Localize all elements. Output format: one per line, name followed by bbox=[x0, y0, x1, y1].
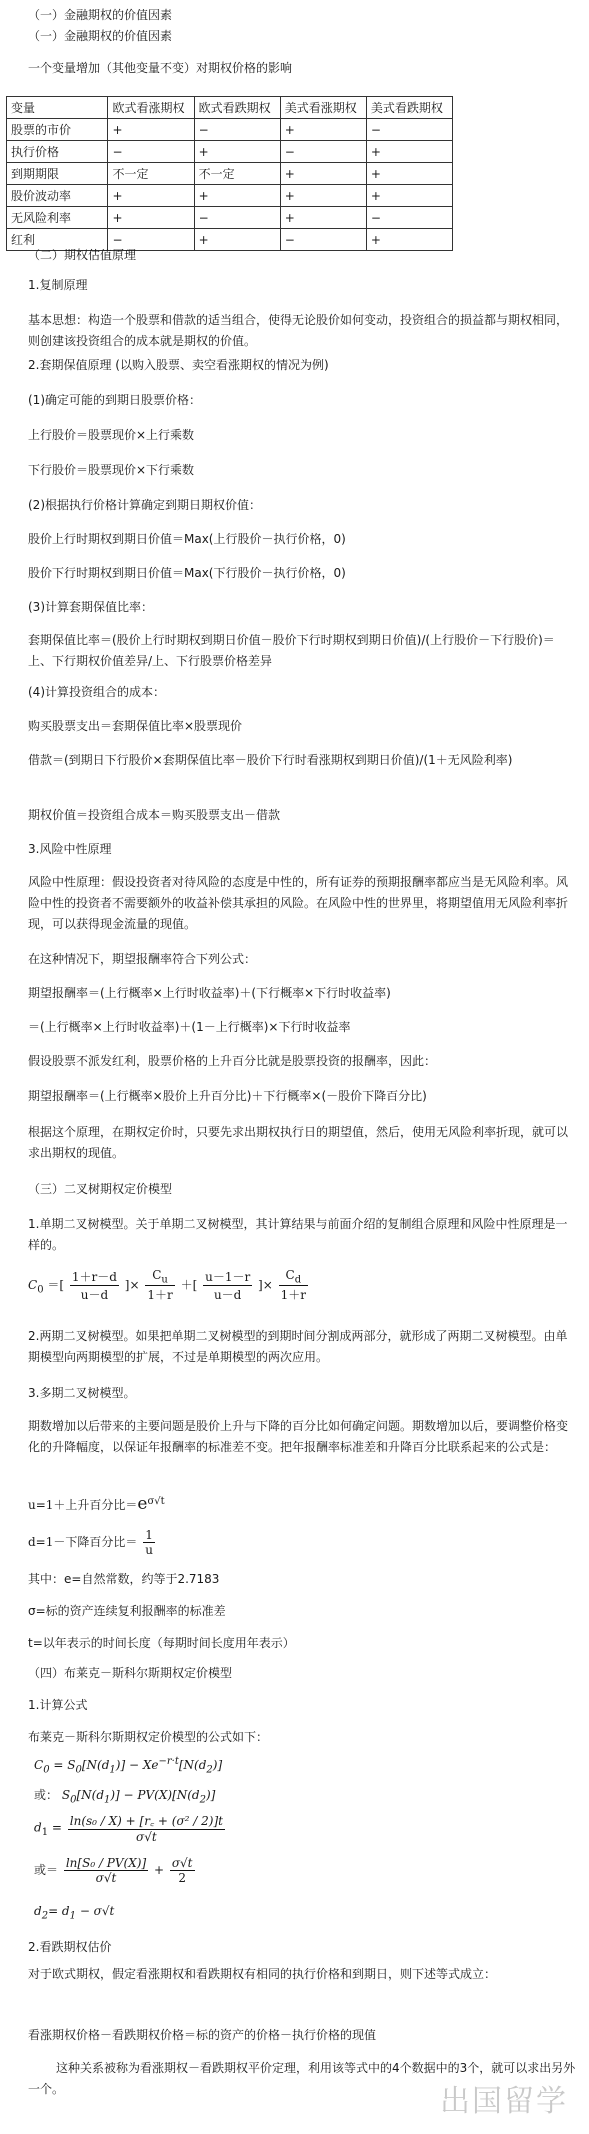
put-valuation-text: 对于欧式期权，假定看涨期权和看跌期权有相同的执行价格和到期日，则下述等式成立： bbox=[28, 1967, 497, 1981]
bs-alt2-num2: σ√t bbox=[171, 1856, 193, 1870]
formula-frac-1 bbox=[70, 1268, 119, 1303]
d-formula bbox=[28, 1528, 579, 1564]
table-cell: 股价波动率 bbox=[7, 185, 108, 207]
section-title-3: （三）二叉树期权定价模型 bbox=[28, 1182, 173, 1196]
hedge-up-value: 股价上行时期权到期日价值＝Max(上行股价－执行价格，0) bbox=[28, 532, 346, 546]
bs-alt-close: )] bbox=[206, 1788, 216, 1802]
section-title-2: （二）期权估值原理 bbox=[28, 248, 137, 262]
bs-alt-s0: S bbox=[61, 1788, 71, 1802]
hedge-stock-cost: 购买股票支出＝套期保值比率×股票现价 bbox=[28, 719, 243, 733]
binomial-formula bbox=[28, 1268, 579, 1312]
bs-d2: d bbox=[34, 1904, 42, 1918]
bs-d1-sub: 1 bbox=[41, 1826, 49, 1838]
watermark-logo: 出国留学 bbox=[440, 2084, 568, 2119]
bs-d1-alt-formula bbox=[34, 1856, 579, 1898]
bs-alt-nd1-open: [N(d bbox=[76, 1788, 104, 1802]
table-row bbox=[7, 207, 453, 229]
bs-d1-formula: $d_1$ = $\frac{\text{ln(s₀ / X) + [r꜀ + (σ² / 2)]t}}{\sigma√t}$ bbox=[34, 1814, 223, 1844]
bs-d1-num: ln(s₀ / X) + [r꜀ + (σ² / 2)]t bbox=[69, 1814, 223, 1828]
heading-bs-formula: 1.计算公式 bbox=[28, 1698, 88, 1712]
bs-s0: = S bbox=[53, 1758, 76, 1772]
table-cell: − bbox=[194, 119, 280, 141]
table-cell: + bbox=[280, 119, 366, 141]
table-cell: 到期期限 bbox=[7, 163, 108, 185]
put-call-parity-formula: 看涨期权价格－看跌期权价格＝标的资产的价格－执行价格的现值 bbox=[28, 2028, 377, 2042]
bs-nd1-sub: 1 bbox=[109, 1764, 116, 1776]
formula-frac-4-num bbox=[279, 1268, 308, 1286]
formula-frac-2-num bbox=[145, 1268, 174, 1286]
table-cell: − bbox=[108, 229, 194, 251]
table-cell: − bbox=[280, 229, 366, 251]
bs-alt2-frac-2 bbox=[170, 1856, 195, 1885]
formula-frac-1-num: 1＋r－d bbox=[71, 1270, 117, 1285]
variable-effect-table bbox=[6, 96, 453, 251]
table-header-cell: 美式看跌期权 bbox=[366, 97, 452, 119]
bs-nd2-sub: 2 bbox=[206, 1764, 213, 1776]
table-cell: 股票的市价 bbox=[7, 119, 108, 141]
table-cell: − bbox=[108, 141, 194, 163]
formula-frac-3 bbox=[203, 1268, 252, 1303]
risk-neutral-conclusion: 根据这个原理，在期权定价时，只要先求出期权执行日的期望值，然后，使用无风险利率折现，就可以求出期权的现值。 bbox=[28, 1125, 569, 1160]
table-cell: + bbox=[366, 163, 452, 185]
risk-neutral-formula-3: 期望报酬率＝(上行概率×股价上升百分比)＋下行概率×(－股价下降百分比) bbox=[28, 1089, 427, 1103]
bs-d2-rest: − σ√t bbox=[76, 1904, 115, 1918]
binomial-multi-period: 3.多期二叉树模型。 bbox=[28, 1386, 136, 1400]
bs-alt-pv: )] − PV(X)[N(d bbox=[110, 1788, 200, 1802]
table-cell: + bbox=[194, 229, 280, 251]
table-cell: + bbox=[108, 207, 194, 229]
table-header-cell: 变量 bbox=[7, 97, 108, 119]
formula-cu-sub: u bbox=[161, 1274, 168, 1286]
table-cell: 不一定 bbox=[108, 163, 194, 185]
bs-nd2-open: [N(d bbox=[178, 1758, 207, 1772]
d-formula-label: d=1－下降百分比＝ bbox=[28, 1535, 138, 1549]
u-formula-exp: σ√t bbox=[147, 1496, 165, 1507]
bs-d2-eq: = d bbox=[48, 1904, 70, 1918]
table-cell: 红利 bbox=[7, 229, 108, 251]
risk-neutral-assumption: 假设股票不派发红利，股票价格的上升百分比就是股票投资的报酬率，因此： bbox=[28, 1054, 437, 1068]
where-t: t=以年表示的时间长度（每期时间长度用年表示） bbox=[28, 1636, 295, 1650]
bs-d1-den: σ√t bbox=[136, 1830, 157, 1844]
bs-alt2-num: ln[S₀ / PV(X)] bbox=[65, 1856, 147, 1870]
section-title-4: （四）布莱克－斯科尔斯期权定价模型 bbox=[28, 1666, 233, 1680]
table-cell: − bbox=[366, 207, 452, 229]
hedge-step-1: (1)确定可能的到期日股票价格： bbox=[28, 393, 201, 407]
table-cell: 执行价格 bbox=[7, 141, 108, 163]
hedge-step-4: (4)计算投资组合的成本： bbox=[28, 685, 165, 699]
bs-alt-nd2-sub: 2 bbox=[199, 1794, 206, 1806]
heading-put-valuation: 2.看跌期权估价 bbox=[28, 1940, 112, 1954]
bs-xe-exp: −r·t bbox=[158, 1756, 179, 1767]
binomial-single-period: 1.单期二叉树模型。关于单期二叉树模型，其计算结果与前面介绍的复制组合原理和风险中性原理是一样的。 bbox=[28, 1217, 568, 1252]
heading-replication: 1.复制原理 bbox=[28, 278, 88, 292]
formula-cd-sub: d bbox=[294, 1274, 302, 1286]
table-cell: + bbox=[280, 185, 366, 207]
bs-alt2-plus: + bbox=[153, 1863, 165, 1877]
bs-c0: C bbox=[34, 1758, 44, 1772]
d-formula-frac bbox=[143, 1528, 155, 1557]
formula-end: ]× bbox=[258, 1278, 273, 1293]
formula-cd: C bbox=[285, 1268, 295, 1282]
bs-d2-sub: 2 bbox=[41, 1910, 49, 1922]
formula-c0-sub: 0 bbox=[37, 1284, 44, 1296]
bs-alt2-den2: 2 bbox=[178, 1871, 186, 1885]
table-cell: + bbox=[366, 229, 452, 251]
risk-neutral-case: 在这种情况下，期望报酬率符合下列公式： bbox=[28, 952, 257, 966]
table-row bbox=[7, 185, 453, 207]
bs-d1-frac bbox=[68, 1812, 225, 1844]
table-cell: + bbox=[366, 185, 452, 207]
where-e: 其中：e=自然常数，约等于2.7183 bbox=[28, 1572, 220, 1586]
u-formula bbox=[28, 1494, 579, 1514]
table-cell: − bbox=[280, 141, 366, 163]
table-header-cell: 美式看涨期权 bbox=[280, 97, 366, 119]
bs-alt2-den: σ√t bbox=[95, 1871, 117, 1885]
bs-or2-label: 或＝ bbox=[34, 1863, 59, 1877]
table-cell: 不一定 bbox=[194, 163, 280, 185]
u-formula-e: e bbox=[137, 1494, 148, 1514]
hedge-down-price: 下行股价＝股票现价×下行乘数 bbox=[28, 463, 195, 477]
risk-neutral-formula-2: ＝(上行概率×上行时收益率)＋(1－上行概率)×下行时收益率 bbox=[28, 1020, 351, 1034]
risk-neutral-text: 风险中性原理：假设投资者对待风险的态度是中性的，所有证券的预期报酬率都应当是无风险利率。风险中性的投资者不需要额外的收益补偿其承担的风险。在风险中性的世界里，将期望值用无风险利率折现，可以获得现金流量的现值。 bbox=[28, 875, 569, 931]
table-cell: + bbox=[108, 185, 194, 207]
bs-s0-sub: 0 bbox=[75, 1764, 82, 1776]
hedge-option-value: 期权价值＝投资组合成本＝购买股票支出－借款 bbox=[28, 808, 281, 822]
bs-alt2-frac-1 bbox=[64, 1856, 148, 1885]
table-cell: + bbox=[280, 163, 366, 185]
bs-or-label: 或： bbox=[34, 1788, 59, 1802]
replication-text: 基本思想：构造一个股票和借款的适当组合，使得无论股价如何变动，投资组合的损益都与期权相同，则创建该投资组合的成本就是期权的价值。 bbox=[28, 313, 569, 348]
table-cell: + bbox=[194, 185, 280, 207]
formula-frac-3-den: u－d bbox=[213, 1288, 242, 1303]
section-title-1b: （一）金融期权的价值因素 bbox=[28, 29, 173, 43]
u-formula-label: u=1＋上升百分比＝ bbox=[28, 1498, 138, 1512]
bs-c0-sub: 0 bbox=[43, 1764, 50, 1776]
hedge-ratio-formula: 套期保值比率＝(股价上行时期权到期日价值－股价下行时期权到期日价值)/(上行股价－下行股价)＝上、下行期权价值差异/上、下行股票价格差异 bbox=[28, 633, 555, 668]
table-row bbox=[7, 163, 453, 185]
hedge-up-price: 上行股价＝股票现价×上行乘数 bbox=[28, 428, 195, 442]
formula-frac-2 bbox=[145, 1268, 174, 1303]
d-formula-num: 1 bbox=[143, 1528, 155, 1543]
formula-frac-2-den: 1＋r bbox=[147, 1288, 173, 1303]
formula-mid: ]× bbox=[124, 1278, 140, 1293]
binomial-two-period: 2.两期二叉树模型。如果把单期二叉树模型的到期时间分割成两部分，就形成了两期二叉树模型。由单期模型向两期模型的扩展，不过是单期模型的两次应用。 bbox=[28, 1329, 568, 1364]
table-cell: + bbox=[366, 141, 452, 163]
bs-nd1-open: [N(d bbox=[81, 1758, 110, 1772]
bs-alt-formula bbox=[34, 1786, 579, 1805]
formula-eq-open: ＝[ bbox=[47, 1278, 65, 1293]
table-cell: − bbox=[366, 119, 452, 141]
formula-frac-1-den: u－d bbox=[80, 1288, 109, 1303]
put-call-parity-text: 这种关系被称为看涨期权－看跌期权平价定理，利用该等式中的4个数据中的3个，就可以求出另外一个。 bbox=[28, 2061, 576, 2096]
bs-c0-formula bbox=[34, 1756, 579, 1775]
bs-alt-s0-sub: 0 bbox=[70, 1794, 77, 1806]
bs-d1: d bbox=[34, 1820, 42, 1835]
formula-frac-4-den: 1＋r bbox=[280, 1288, 306, 1303]
formula-c0: C bbox=[28, 1278, 38, 1293]
hedge-down-value: 股价下行时期权到期日价值＝Max(下行股价－执行价格，0) bbox=[28, 566, 346, 580]
bs-nd2-close: )] bbox=[212, 1758, 223, 1772]
d-formula-den: u bbox=[145, 1543, 153, 1557]
table-cell: + bbox=[108, 119, 194, 141]
bs-intro: 布莱克－斯科尔斯期权定价模型的公式如下： bbox=[28, 1730, 269, 1744]
risk-neutral-formula-1: 期望报酬率＝(上行概率×上行时收益率)＋(下行概率×下行时收益率) bbox=[28, 986, 391, 1000]
hedge-step-3: (3)计算套期保值比率： bbox=[28, 600, 153, 614]
table-cell: 无风险利率 bbox=[7, 207, 108, 229]
table-header-cell: 欧式看涨期权 bbox=[108, 97, 194, 119]
heading-hedge: 2.套期保值原理 (以购入股票、卖空看涨期权的情况为例) bbox=[28, 358, 329, 372]
table-cell: + bbox=[280, 207, 366, 229]
table-cell: − bbox=[194, 207, 280, 229]
bs-d2-d1-sub: 1 bbox=[69, 1910, 76, 1922]
binomial-multi-text: 期数增加以后带来的主要问题是股价上升与下降的百分比如何确定问题。期数增加以后，要调整价格变化的升降幅度，以保证年报酬率的标准差不变。把年报酬率标准差和升降百分比联系起来的公式是： bbox=[28, 1419, 569, 1454]
intro-text: 一个变量增加（其他变量不变）对期权价格的影响 bbox=[28, 61, 293, 75]
table-cell: + bbox=[194, 141, 280, 163]
table-header-row bbox=[7, 97, 453, 119]
bs-xe: )] − Xe bbox=[115, 1758, 159, 1772]
formula-frac-3-num: u－1－r bbox=[205, 1270, 251, 1285]
table-row bbox=[7, 119, 453, 141]
where-sigma: σ=标的资产连续复利报酬率的标准差 bbox=[28, 1604, 226, 1618]
hedge-step-2: (2)根据执行价格计算确定到期日期权价值： bbox=[28, 498, 261, 512]
formula-frac-4 bbox=[279, 1268, 308, 1303]
formula-cu: C bbox=[152, 1268, 162, 1282]
section-title-1: （一）金融期权的价值因素 bbox=[28, 8, 173, 22]
formula-plus-open: ＋[ bbox=[180, 1278, 198, 1293]
table-header-cell: 欧式看跌期权 bbox=[194, 97, 280, 119]
bs-d2-formula bbox=[34, 1904, 579, 1921]
hedge-borrow: 借款＝(到期日下行股价×套期保值比率－股价下行时看涨期权到期日价值)/(1＋无风险利率) bbox=[28, 753, 513, 767]
bs-alt-nd1-sub: 1 bbox=[104, 1794, 111, 1806]
heading-risk-neutral: 3.风险中性原理 bbox=[28, 842, 112, 856]
table-row bbox=[7, 141, 453, 163]
